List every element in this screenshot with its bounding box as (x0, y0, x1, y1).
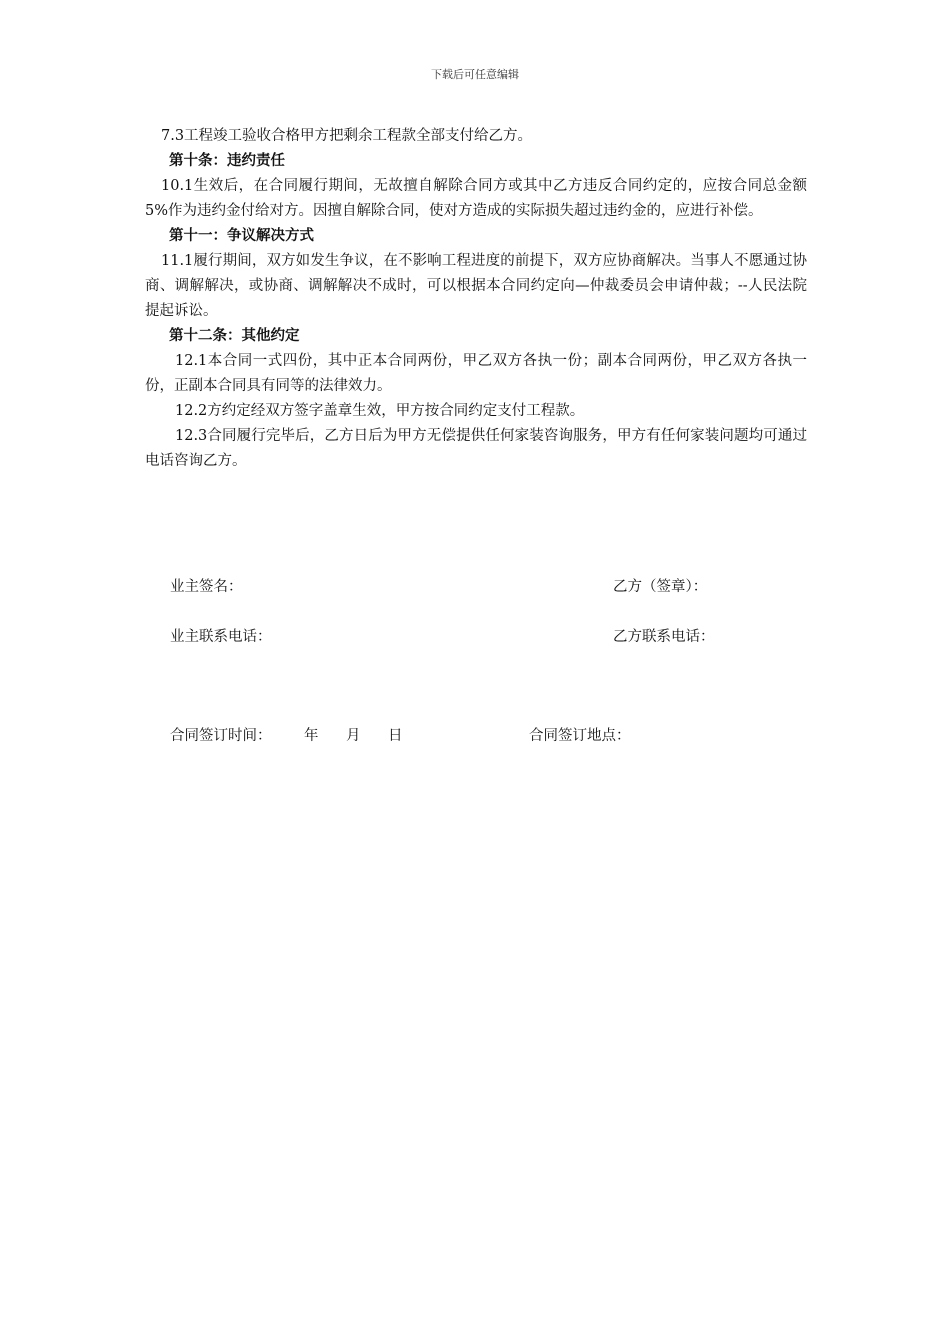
owner-signature-label: 业主签名： (170, 579, 243, 595)
sign-date-day: 日 (388, 728, 403, 744)
clause-10-1: 10.1生效后，在合同履行期间，无故擅自解除合同方或其中乙方违反合同约定的，应按合同总金额5%作为违约金付给对方。因擅自解除合同，使对方造成的实际损失超过违约金的，应进行补偿。 (145, 178, 807, 219)
contract-body (145, 124, 807, 474)
heading-article-10: 第十条：违约责任 (169, 153, 285, 169)
clause-12-1: 12.1本合同一式四份，其中正本合同两份，甲乙双方各执一份；副本合同两份，甲乙双方各执一份，正副本合同具有同等的法律效力。 (145, 353, 807, 394)
clause-12-2: 12.2方约定经双方签字盖章生效，甲方按合同约定支付工程款。 (175, 403, 585, 419)
heading-article-11: 第十一：争议解决方式 (169, 228, 314, 244)
party-b-phone-label: 乙方联系电话： (613, 629, 715, 645)
owner-phone-label: 业主联系电话： (170, 629, 272, 645)
clause-12-3: 12.3合同履行完毕后，乙方日后为甲方无偿提供任何家装咨询服务，甲方有任何家装问题均可通过电话咨询乙方。 (145, 428, 807, 469)
sign-place-label: 合同签订地点： (529, 728, 631, 744)
clause-11-1: 11.1履行期间，双方如发生争议，在不影响工程进度的前提下，双方应协商解决。当事人不愿通过协商、调解解决，或协商、调解解决不成时，可以根据本合同约定向—仲裁委员会申请仲裁；--人民法院提起诉讼。 (145, 253, 807, 319)
sign-date-label: 合同签订时间： (170, 728, 272, 744)
party-b-seal-label: 乙方（签章）： (613, 579, 708, 595)
heading-article-12: 第十二条：其他约定 (169, 328, 300, 344)
sign-date-year: 年 (304, 728, 319, 744)
clause-7-3: 7.3工程竣工验收合格甲方把剩余工程款全部支付给乙方。 (161, 128, 533, 144)
sign-date-month: 月 (346, 728, 361, 744)
header-note: 下载后可任意编辑 (431, 68, 519, 81)
